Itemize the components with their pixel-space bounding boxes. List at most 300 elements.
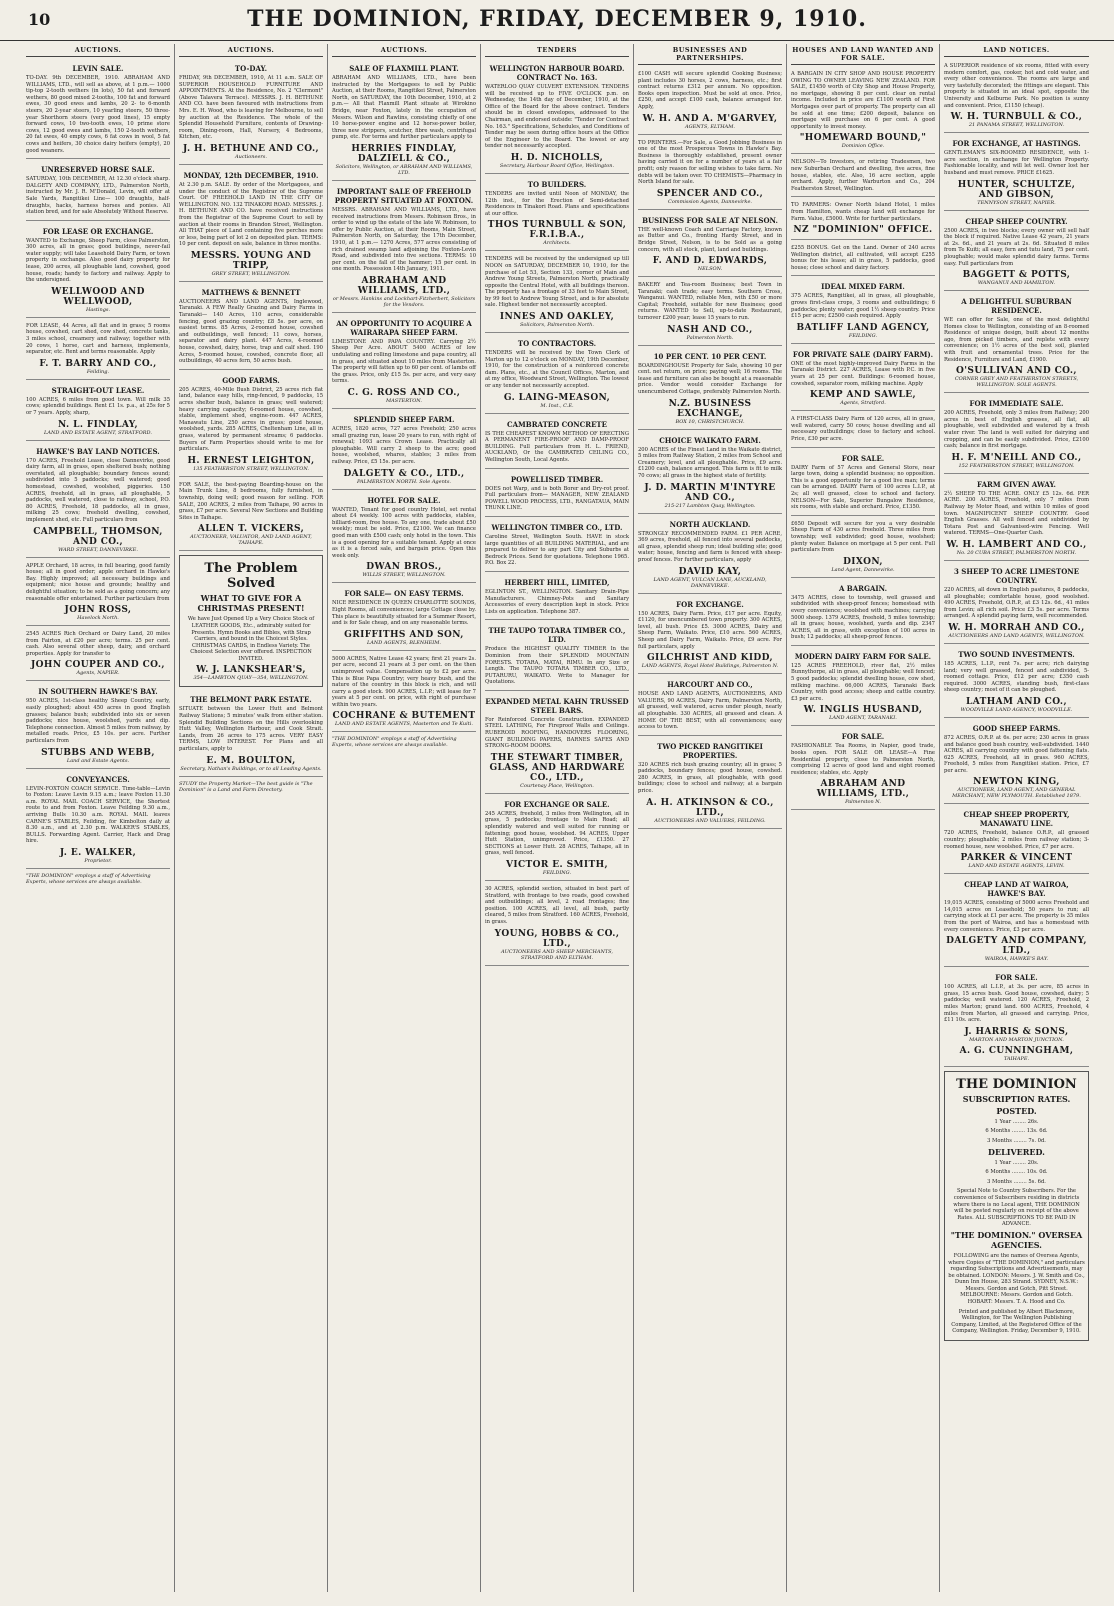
display-ad-subtitle: WHAT TO GIVE FOR A CHRISTMAS PRESENT! bbox=[197, 593, 305, 614]
classified-ad bbox=[791, 518, 935, 578]
ad-agent-address: 21 PANAMA STREET, WELLINGTON. bbox=[968, 122, 1065, 129]
ad-agent: DAVID KAY, bbox=[678, 566, 742, 577]
ad-column bbox=[634, 44, 787, 1592]
ad-heading: IN SOUTHERN HAWKE'S BAY. bbox=[38, 687, 158, 697]
ad-column bbox=[787, 44, 940, 1592]
ad-agent: JOHN ROSS, bbox=[64, 605, 132, 616]
ad-body: DAIRY Farm of 57 Acres and General Store, near large town, doing a splendid business; no opposition. This is a good opportunity for a good live man; terms can be arranged. DAIRY Farm of 100 acres L.I.P., at 2s; all well grassed, close to school and factory. NELSON—For Sale, Superior Bungalow Residence, six rooms, with stable and orchard. Price, £1350. bbox=[791, 464, 935, 511]
ad-agent: HUNTER, SCHULTZE, AND GIBSON, bbox=[957, 179, 1076, 200]
classified-ad bbox=[944, 806, 1089, 874]
ad-agent: H. ERNEST LEIGHTON, bbox=[187, 455, 315, 466]
ad-agent: PARKER & VINCENT bbox=[960, 853, 1073, 864]
ad-body: TO FARMERS: Owner North Island Hotel, 1 miles from Hamilton, wants cheap land will exchange for Farm. Value, £5000. Write for further particulars. bbox=[791, 202, 935, 222]
ad-agent: H. D. NICHOLLS, bbox=[510, 152, 604, 163]
ad-agent: GRIFFITHS AND SON, bbox=[344, 629, 464, 640]
classified-ad bbox=[179, 479, 323, 552]
ad-heading: 10 PER CENT. 10 PER CENT. bbox=[653, 351, 767, 361]
ad-agent-address: Proprietor. bbox=[84, 857, 112, 864]
newspaper-title: THE DOMINION, FRIDAY, DECEMBER 9, 1910. bbox=[247, 6, 867, 32]
classified-ad bbox=[485, 622, 629, 691]
ad-agent: N. L. FINDLAY, bbox=[57, 419, 138, 430]
rate-line: 1 Year ........ 26s. bbox=[994, 1118, 1039, 1125]
ad-columns bbox=[22, 44, 1098, 1592]
ad-body: DOES not Warp, and is both Borer and Dry-rot proof. Full particulars from— MANAGER, NEW ZEALAND POWELL WOOD PROCESS, LTD., RANGATAUA, MAIN TRUNK LINE. bbox=[485, 485, 629, 512]
ad-agent-address: Commission Agents, Dannevirke. bbox=[668, 198, 752, 205]
ad-body: APPLE Orchard, 18 acres, in full bearing, good family house; all in good order; apple orchard in Hawke's Bay. Highly improved; all necessary buildings and equipment; nice house and grounds; healthy and delightful situation; to be sold as a going concern; any reasonable offer entertained. Further particulars from bbox=[26, 562, 170, 602]
ad-agent-address: Hastings. bbox=[85, 306, 111, 313]
ad-agent-address: AUCTIONEERS AND VALUERS, FEILDING. bbox=[654, 817, 766, 824]
ad-agent: "HOMEWARD BOUND," bbox=[799, 133, 927, 144]
ad-agent: MESSRS. YOUNG AND TRIPP, bbox=[190, 250, 312, 271]
column-heading: LAND NOTICES. bbox=[944, 44, 1089, 57]
ad-agent-address: or Messrs. Hankins and Lockhart-Fitzherbert, Solicitors for the Vendors. bbox=[332, 295, 476, 308]
ad-agent: NEWTON KING, bbox=[973, 777, 1060, 788]
ad-heading: LEVIN SALE. bbox=[72, 64, 124, 73]
ad-heading: FOR SALE— ON EASY TERMS. bbox=[344, 589, 464, 599]
ad-agent: A. G. CUNNINGHAM, bbox=[959, 1045, 1074, 1056]
ad-agent-address: Havelock North. bbox=[77, 615, 119, 622]
ad-body: 170 ACRES, Freehold Lease, close Dannevirke, good dairy farm, all in grass, open sheltered bush; nothing overstated, all ploughable; boundary fences sound; subdivided into 5 paddocks; well watered; good homestead, cowshed, woolshed, piggeries. 150 ACRES, freehold, all in grass, all ploughable, 5 paddocks, well watered, close to railway, school, P.O. 80 ACRES, Freehold, 18 paddocks, all in grass, milking 25 cows; freehold dwelling, cowshed, implement shed, etc. Full particulars from bbox=[26, 457, 170, 523]
ad-body: 872 ACRES, O.R.P. at 6s. per acre; 230 acres in grass and balance good bush country, well-subdivided. 1440 ACRES, all carrying country with good fattening flats. 625 ACRES, Freehold, all in grass. 960 ACRES, Freehold, 5 miles from Rangitikei station. Price, £7 per acre. bbox=[944, 734, 1089, 774]
ad-heading: THE TAUPO TOTARA TIMBER CO., LTD. bbox=[488, 626, 626, 645]
classified-ad bbox=[638, 279, 782, 346]
ad-heading: A DELIGHTFUL SUBURBAN RESIDENCE. bbox=[961, 297, 1072, 316]
classified-ad bbox=[791, 68, 935, 154]
classified-ad bbox=[485, 471, 629, 517]
ad-agent-address: Agents, Stratford. bbox=[840, 400, 886, 407]
ad-agent-address: Land Agent, Dannevirke. bbox=[831, 566, 895, 573]
ad-heading: GOOD FARMS. bbox=[222, 375, 280, 385]
harris-ad bbox=[944, 969, 1089, 1067]
ad-agent-address: Solicitors, Palmerston North. bbox=[520, 322, 594, 329]
ad-heading: TWO SOUND INVESTMENTS. bbox=[958, 649, 1075, 659]
masthead bbox=[0, 0, 1114, 41]
ad-heading: FOR EXCHANGE, AT HASTINGS. bbox=[952, 139, 1081, 149]
ad-body: TO-DAY. 9th DECEMBER, 1910. ABRAHAM AND WILLIAMS, LTD., will sell as above, at 1 p.m.— 1000 tip-top 2-tooth wethers (in lots), 50 fat and forward wethers, 80 good mixed 2-tooths, 100 fat and forward ewes, 30 good ewes and lambs, 20 2- to 6-month steers, 20 2-year steers, 10 yearling steers, 50 three-year Shorthorn steers (very good lines), 15 empty forward cows, 10 two-tooth ewes, 10 prime store cows, 12 good ewes and lambs, 150 2-tooth wethers, 20 fat ewes, 40 empty cows, 6 fat cows in wool, 5 fat cows and heifers, 30 choice dairy heifers (empty), 20 good weaners. bbox=[26, 75, 170, 154]
classified-ad bbox=[485, 574, 629, 620]
subscription-title: THE DOMINION bbox=[956, 1076, 1077, 1092]
ad-agent: J. D. MARTIN M'INTYRE AND CO., bbox=[644, 482, 776, 503]
classified-ad bbox=[791, 580, 935, 646]
ad-heading: GOOD SHEEP FARMS. bbox=[972, 723, 1061, 733]
classified-ad bbox=[944, 60, 1089, 133]
classified-ad bbox=[26, 60, 170, 159]
ad-agent-address: M. Inst., C.E. bbox=[540, 402, 574, 409]
ad-heading: STRAIGHT-OUT LEASE. bbox=[51, 385, 145, 395]
classified-ad bbox=[332, 653, 476, 733]
agencies-heading: "THE DOMINION." OVERSEA AGENCIES. bbox=[950, 1229, 1083, 1250]
classified-ad bbox=[332, 585, 476, 650]
ad-agent: ABRAHAM AND WILLIAMS, LTD., bbox=[357, 275, 451, 296]
ad-body: 2500 ACRES, in two blocks; every owner will sell half the block if required. Native Lease 42 years, 21 years at 2s. 6d., and 21 years at 2s. 6d. Situated 8 miles from Te Kuiti; all easy, fern and tutu land, 75 per cent. ploughable; would make splendid dairy farms. Terms easy. Full particulars from bbox=[944, 227, 1089, 267]
ad-heading: NORTH AUCKLAND. bbox=[669, 519, 751, 529]
ad-body: IS THE CHEAPEST KNOWN METHOD OF ERECTING A PERMANENT FIRE-PROOF AND DAMP-PROOF BUILDING. Full particulars from H. L. FRIEND, AUCKLAND, Or the CAMBRATED CEILING CO., Wellington South, Local Agents. bbox=[485, 430, 629, 463]
ad-agent-address: Auctioneers. bbox=[235, 153, 267, 160]
ad-heading: TO CONTRACTORS. bbox=[517, 339, 597, 349]
classified-ad bbox=[791, 199, 935, 240]
ad-body: 30 ACRES, splendid section, situated in best part of Stratford, with frontage to two roads, good cowshed and outbuildings; all level, 2 road frontages; fine position. 100 ACRES, all level, all bush, partly cleared, 5 miles from Stratford. 160 ACRES, Freehold, in grass. bbox=[485, 886, 629, 925]
ad-agent: ALLEN T. VICKERS, bbox=[197, 524, 305, 535]
classified-ad bbox=[944, 293, 1089, 393]
classified-ad bbox=[26, 560, 170, 627]
ad-heading: THE BELMONT PARK ESTATE. bbox=[190, 695, 312, 705]
column-heading: AUCTIONS. bbox=[26, 44, 170, 57]
ad-body: Produce the HIGHEST QUALITY TIMBER In the Dominion from their SPLENDID MOUNTAIN FORESTS. TOTARA, MATAI, RIMU. In any Size or Length. The TAUPO TOTARA TIMBER CO., LTD., PUTARURU, WAIKATO. Write to Manager for Quotations. bbox=[485, 646, 629, 686]
ad-agent: YOUNG, HOBBS & CO., LTD., bbox=[494, 928, 620, 949]
ad-body: NELSON—To Investors, or retiring Tradesmen, two new Suburban Orchard and dwelling, five acres, fine house, stables, etc. Also, 16 acre section, apple orchard. Apply, further Warburton and Co., 204 Featherston Street, Wellington. bbox=[791, 159, 935, 192]
ad-agent: O'SULLIVAN AND CO., bbox=[956, 366, 1077, 377]
classified-ad bbox=[791, 450, 935, 516]
classified-ad bbox=[944, 213, 1089, 292]
ad-heading: A BARGAIN. bbox=[838, 583, 888, 593]
classified-ad bbox=[26, 771, 170, 869]
classified-ad bbox=[179, 284, 323, 370]
classified-ad bbox=[791, 413, 935, 447]
ad-heading: FOR PRIVATE SALE (DAIRY FARM). bbox=[792, 349, 934, 359]
rate-line: 6 Months ........ 13s. 6d. bbox=[985, 1128, 1048, 1135]
subscription-rates-box bbox=[944, 1071, 1089, 1341]
classified-ad bbox=[179, 167, 323, 282]
ad-body: 220 ACRES, all down in English pastures, 8 paddocks, all ploughable; comfortable house, good woolshed. 490 ACRES, Freehold, O.R.P., at £3 12s. 6d., 41 miles from Levin; all rich soil. Price £3 5s. per acre. Terms arranged. A splendid paying farm, well recommended. bbox=[944, 586, 1089, 620]
classified-ad bbox=[638, 738, 782, 829]
ad-agent-address: MARTON AND MARTON JUNCTION. bbox=[969, 1036, 1064, 1043]
ad-agent: JOHN COUPER AND CO., bbox=[31, 660, 165, 671]
ad-agent: G. LAING-MEASON, bbox=[503, 392, 611, 403]
ad-body: £255 BONUS. Get on the Land. Owner of 240 acres Wellington district, all cultivated, will accept £255 bonus for his lease; all in grass, 5 paddocks, good house; close school and dairy factory. bbox=[791, 245, 935, 271]
ad-agent-address: WAIROA, HAWKE'S BAY. bbox=[984, 956, 1049, 963]
ad-agent-address: Land and Estate Agents. bbox=[66, 757, 130, 764]
ad-body: 720 ACRES, Freehold, balance O.R.P., all grassed country; ploughable; 2 miles from railway station; 3-roomed house, new woolshed. Price, £7 per acre. bbox=[944, 830, 1089, 850]
ad-heading: FOR SALE. bbox=[995, 973, 1038, 983]
classified-ad bbox=[638, 516, 782, 594]
ad-heading: CONVEYANCES. bbox=[66, 774, 130, 784]
ad-agent-address: NELSON. bbox=[697, 266, 723, 273]
classified-ad bbox=[791, 648, 935, 727]
classified-ad bbox=[485, 883, 629, 966]
ad-column bbox=[22, 44, 175, 1592]
ad-heading: TWO PICKED RANGITIKEI PROPERTIES. bbox=[657, 741, 763, 760]
ad-heading: BUSINESS FOR SALE AT NELSON. bbox=[642, 215, 778, 225]
ad-body: TENDERS are invited until Noon of MONDAY, the 12th inst., for the Erection of Semi-detached Residences in Tinakori Road. Plans and specifications at our office. bbox=[485, 190, 629, 217]
ad-heading: SPLENDID SHEEP FARM. bbox=[353, 415, 455, 425]
ad-heading: EXPANDED METAL KAHN TRUSSED STEEL BARS. bbox=[485, 696, 629, 715]
ad-heading: MATTHEWS & BENNETT bbox=[201, 287, 301, 297]
classified-ad bbox=[485, 796, 629, 881]
classified-ad bbox=[944, 395, 1089, 474]
classified-ad bbox=[179, 691, 323, 776]
ad-agent: N.Z. BUSINESS EXCHANGE, bbox=[668, 398, 752, 419]
ad-body: 245 ACRES, freehold, 3 miles from Wellington, all in grass, 5 paddocks; frontage to Main Road; all splendidly watered and well suited for running or fattening; good house, woolshed. 94 ACRES, Upper Hutt Station, unimproved. Price, £1350. 27 SECTIONS at Lower Hutt. 28 ACRES, Taihape, all in grass, well fenced. bbox=[485, 810, 629, 857]
classified-ad bbox=[26, 161, 170, 221]
ad-body: FOR SALE, the best-paying Boarding-house on the Main Trunk Line, 8 bedrooms, fully furnished, in township, doing well; good reason for selling. FOR SALE, 200 ACRES, 2 miles from Taihape, 90 acres in grass, £7 per acre. Several New Sections and Building Sites in Taihape. bbox=[179, 481, 323, 521]
display-ad-body: We have Just Opened Up a Very Choice Stock of LEATHER GOODS, Etc., admirably suited for Presents. Hymn Books and Bibles, with Strap Carriers, and bound in the Choicest Styles. CHRISTMAS CARDS, in Endless Variety. The Choicest Selection ever offered. INSPECTION INVITED. bbox=[187, 616, 315, 662]
ad-agent-address: MASTERTON. bbox=[386, 398, 422, 405]
ad-body: 320 ACRES rich bush grazing country; all in grass; 5 paddocks, boundary fences; good house, cowshed. 280 ACRES, in grass, all ploughable, with good buildings; close to school and railway; at a bargain price. bbox=[638, 761, 782, 795]
ad-body: 2545 ACRES Rich Orchard or Dairy Land, 20 miles from Fairton, at £20 per acre; terms. 25 per cent. cash. Also several other sheep, dairy, and orchard properties. Apply for transfer to bbox=[26, 631, 170, 657]
ad-body: 200 ACRES, Freehold, only 3 miles from Railway; 200 acres in best of English grasses, all flat, all ploughable, well subdivided and watered by a fresh water river. The land is well suited for dairying and cropping, and can be easily subdivided. Price, £2100 cash; balance in first mortgage. bbox=[944, 410, 1089, 450]
display-ad-title: The Problem Solved bbox=[204, 561, 298, 592]
ad-heading: WELLINGTON HARBOUR BOARD. CONTRACT No. 163. bbox=[489, 64, 625, 82]
ad-body: LIMESTONE AND PAPA COUNTRY. Carrying 2½ Sheep Per Acre. ABOUT 5400 ACRES of low undulating and rolling limestone and papa country, all in grass, and situated about 10 miles from Masterton. The property will fatten up to 60 per cent. of lambs off the grass. Price, only £15 5s. per acre, and very easy terms. bbox=[332, 338, 476, 385]
ad-heading: HERBERT HILL, LIMITED, bbox=[504, 577, 610, 587]
ad-agent-address: Secretary, Harbour Board Office, Wellington. bbox=[499, 162, 615, 169]
ad-agent: ABRAHAM AND WILLIAMS, LTD., bbox=[816, 779, 910, 800]
ad-body: FRIDAY, 9th DECEMBER, 1910, At 11 a.m. SALE OF SUPERIOR HOUSEHOLD FURNITURE AND APPOINTMENTS. At the Residence, No. 2 "Clermont" (Above Talavera Terrace). MESSRS. J. H. BETHUNE AND CO. have been favoured with instructions from Mrs. E. H. Wood, who is leaving for Melbourne, to sell by auction at the Residence. The whole of the Splendid Household Furniture, contents of Drawing-room, Dining-room, Hall, Nursery, 4 Bedrooms, Kitchen, etc. bbox=[179, 75, 323, 141]
ad-heading: POWELLISED TIMBER. bbox=[510, 474, 604, 484]
ad-agent: BATLIFF LAND AGENCY, bbox=[796, 322, 930, 333]
ad-agent: DALGETY AND COMPANY, LTD., bbox=[946, 936, 1087, 957]
ad-agent: INNES AND OAKLEY, bbox=[499, 312, 615, 323]
ad-body: SITUATE between the Lower Hutt and Belmont Railway Stations; 5 minutes' walk from either station. Splendid Building Sections on the Hills overlooking Hutt Valley, Wellington Harbour, and Cook Strait. Lands, from 26 acres to 175 acres. VERY EASY TERMS, LOW INTEREST. For Plans and all particulars, apply to bbox=[179, 706, 323, 753]
ad-body: HOUSE AND LAND AGENTS, AUCTIONEERS, AND VALUERS, 90 ACRES, Dairy Farm, Palmerston North, all grassed, well watered, acres under plough, nearly all ploughable. 330 ACRES, all grassed and clean. A HOME OF THE BEST, with all conveniences; easy access to town. bbox=[638, 691, 782, 731]
ad-agent-address: LAND AND ESTATE AGENTS, Masterton and Te Kuiti. bbox=[335, 721, 473, 728]
ad-body: FOR LEASE, 44 Acres, all flat and in grass; 5 rooms house, cowshed, cart shed, cow shed, concrete tanks, 3 miles school, creamery and railway; together with 20 cows, 1 horse, cart and harness, implements, separator, etc. Rent and terms reasonable. Apply bbox=[26, 322, 170, 356]
classified-ad bbox=[944, 646, 1089, 718]
ad-body: TENDERS will be received by the undersigned up till NOON on SATURDAY, DECEMBER 10, 1910, for the purchase of Lot 53, Section 133, corner of Main and Andrew Young Streets, Palmerston North, practically opposite the Central Hotel, with all buildings thereon. The property has a frontage of 33 feet to Main Street, by 99 feet to Andrew Young Street, and is for absolute sale. Highest tender not necessarily accepted. bbox=[485, 256, 629, 309]
ad-agent: HERRIES FINDLAY, DALZIELL & CO., bbox=[351, 143, 457, 164]
classified-ad bbox=[944, 135, 1089, 210]
ad-body: WANTED, Tenant for good country Hotel, set rental about £4 weekly. 100 acres with paddocks, stables, billiard-room, free house. To any one, trade about £50 weekly; must be sold. Price, £2100. We can finance good man with £500 cash; only hotel in the town. This is a good opening for a suitable tenant. Apply at once as it is a forced sale, and bargain price. Open this week only. bbox=[332, 506, 476, 559]
ad-heading: CHEAP SHEEP PROPERTY, MANAWATU LINE. bbox=[963, 810, 1070, 829]
ad-heading: HARCOURT AND CO., bbox=[667, 680, 753, 690]
ad-agent-address: PALMERSTON NORTH. Sole Agents. bbox=[357, 478, 451, 485]
classified-ad bbox=[332, 492, 476, 584]
ad-body: Caroline Street, Wellington South. HAVE in stock large quantities of all BUILDING MATERIAL, and are prepared to deliver to any part City and Suburbs at Bedrock Prices. Send for quotations. Telephone 1965. P.O. Box 22. bbox=[485, 533, 629, 567]
ad-body: A SUPERIOR residence of six rooms, fitted with every modern comfort, gas, cooker, hot and cold water, and every other convenience. The rooms are large and very tastefully decorated; the fittings are elegant. This property is situated in an ideal spot, opposite the University and Kelburne Park. No position is sunny and convenient. Price, £1150 (cheap). bbox=[944, 63, 1089, 109]
ad-body: 150 ACRES, Dairy Farm. Price, £17 per acre. Equity, £1120, for unencumbered town property. 300 ACRES, level, all bush. Price £5. 3000 ACRES, Dairy and Sheep Farm, Waikato. Price, £10 acre. 560 ACRES, Sheep and Dairy Farm, Waikato. Price, £9 acre. For full particulars, apply bbox=[638, 610, 782, 650]
ad-heading: HOTEL FOR SALE. bbox=[367, 495, 441, 505]
ad-body: ACRES, 1820 acres, 727 acres Freehold; 250 acres small grazing run, lease 20 years to run, with right of renewal; 1093 acres Crown Lease. Practically all ploughable. Will carry 2 sheep to the acre; good house, woolshed, whares, stables; 3 miles from railway. Price, £5 15s. per acre. bbox=[332, 426, 476, 465]
ad-agent: COCHRANE & BUTEMENT bbox=[332, 711, 476, 722]
ad-agent-address: AUCTIONEERS AND LAND AGENTS, WELLINGTON. bbox=[948, 632, 1085, 639]
ad-agent-address: Agents, NAPIER. bbox=[76, 670, 120, 677]
ad-agent: J. H. BETHUNE AND CO., bbox=[182, 143, 320, 154]
column-footer-note: "THE DOMINION" employs a staff of Advertising Experts, whose services are always available. bbox=[26, 872, 151, 885]
ad-agent-address: WILLIS STREET, WELLINGTON. bbox=[362, 572, 446, 579]
display-ad-advertiser: W. J. LANKSHEAR'S, bbox=[196, 665, 306, 676]
ad-body: BOARDINGHOUSE Property for Sale, showing 10 per cent. net return, on price; paying well; 16 rooms. The lease and furniture can also be bought at a reasonable price. Vendor would consider Exchange for unencumbered Cottage, preferably Palmerston North. bbox=[638, 362, 782, 396]
ad-column bbox=[940, 44, 1093, 1592]
ad-body: TO PRINTERS.—For Sale, a Good Jobbing Business in one of the most Prosperous Towns in Hawke's Bay. Business is thoroughly established, present owner having carried it on for a number of years at a fair profit; only reason for selling wishes to take farm. No debts will be taken over. TO CHEMISTS—Pharmacy in North Island for sale. bbox=[638, 139, 782, 186]
ad-agent-address: Palmerston North. bbox=[686, 334, 734, 341]
delivered-label: DELIVERED. bbox=[988, 1146, 1045, 1157]
ad-heading: IDEAL MIXED FARM. bbox=[821, 282, 905, 292]
ad-heading: MODERN DAIRY FARM FOR SALE. bbox=[794, 651, 932, 661]
classified-ad bbox=[332, 60, 476, 181]
ad-body: EGLINTON ST., WELLINGTON. Sanitary Drain-Pipe Manufacturers. Chimney-Pots and Sanitary Accessories of every description kept in stock. Price Lists on application. Telephone 387. bbox=[485, 588, 629, 615]
ad-agent-address: Palmerston N. bbox=[845, 799, 881, 806]
ad-body: ONE of the most highly-improved Dairy Farms in the Taranaki District. 227 ACRES, Lease with P.C. in five years at 25 per cent. Buildings: 6-roomed house, cowshed, separator room, milking machine. Apply bbox=[791, 360, 935, 387]
subscription-note: Special Note to Country Subscribers. For the convenience of Subscribers residing in districts where there is no Local agent, THE DOMINION will be posted regularly on receipt of the above Rates. ALL SUBSCRIPTIONS TO BE PAID IN ADVANCE. bbox=[953, 1188, 1080, 1228]
ad-agent: CAMPBELL, THOMSON, AND CO., bbox=[33, 526, 163, 547]
ad-body: WATERLOO QUAY CULVERT EXTENSION. TENDERS will be received up to FIVE O'CLOCK p.m. on Wednesday, the 14th day of December, 1910, at the Office of the Board for the above contract. Tenders should be in closed envelopes, addressed to the Chairman, and endorsed outside: "Tender for Contract No. 163." Specifications, Schedules, and Conditions of Tender may be seen during office hours at the Office of the Engineer to the Board. The lowest or any tender not necessarily accepted. bbox=[485, 84, 629, 150]
ad-agent: E. M. BOULTON, bbox=[206, 755, 296, 766]
ad-agent: THE STEWART TIMBER, GLASS, AND HARDWARE CO., LTD., bbox=[489, 752, 625, 783]
classified-ad bbox=[26, 443, 170, 558]
ad-column bbox=[481, 44, 634, 1592]
agencies-body: FOLLOWING are the names of Oversea Agents, where Copies of "THE DOMINION," and particulars regarding Subscriptions and Advertisements, may be obtained. LONDON: Messrs. J. W. Smith and Co., Dunn Inn House, 283 Strand. SYDNEY, N.S.W.: Messrs. Gordon and Gotch, Pitt Street. MELBOURNE: Messrs. Gordon and Gotch. HOBART: Messrs. T. A. Hood and Co. bbox=[948, 1252, 1085, 1306]
ad-heading: FOR SALE. bbox=[841, 453, 885, 463]
classified-ad bbox=[791, 156, 935, 197]
ad-agent-address: 135 FEATHERSTON STREET, WELLINGTON. bbox=[193, 465, 309, 472]
classified-ad bbox=[179, 60, 323, 165]
ad-agent-address: 152 FEATHERSTON STREET, WELLINGTON. bbox=[958, 462, 1075, 469]
ad-agent: GILCHRIST AND KIDD, bbox=[646, 653, 774, 664]
classified-ad bbox=[332, 183, 476, 313]
ad-agent: F. AND D. EDWARDS, bbox=[652, 256, 768, 267]
ad-agent: W. H. MORRAH AND CO., bbox=[948, 622, 1085, 633]
classified-ad bbox=[638, 212, 782, 277]
ad-agent-address: AUCTIONEER, VALUATOR, AND LAND AGENT, TAIHAPE. bbox=[190, 534, 312, 547]
ad-heading: CHOICE WAIKATO FARM. bbox=[659, 435, 761, 445]
ad-body: THE well-known Coach and Carriage Factory, known as Butter and Co., fronting Hardy Street, and in Bridge Street, Nelson, is to be Sold as a going concern, with all stock, plant, land and buildings. bbox=[638, 226, 782, 253]
ad-agent-address: CORNER GREY AND FEATHERSTON STREETS, WELLINGTON. SOLE AGENTS. bbox=[954, 376, 1079, 389]
ad-agent-address: WARD STREET, DANNEVIRKE. bbox=[58, 546, 138, 553]
ad-column bbox=[328, 44, 481, 1592]
ad-body: STRONGLY RECOMMENDED FARM. £1 PER ACRE, 369 acres, freehold, all fenced into several paddocks, all grass, splendid sheep run; ideal building site; good water; house, fencing and farm is fenced with sheep-proof fences. For further particulars, apply bbox=[638, 530, 782, 563]
imprint: Printed and published by Albert Blackmore, Wellington, for The Wellington Publishing Company, Limited, at the Registered Office of the Company, Wellington. Friday, December 9, 1910. bbox=[951, 1308, 1082, 1335]
ad-agent-address: LAND AND ESTATE AGENTS, LEVIN. bbox=[968, 863, 1065, 870]
ad-agent-address: AGENTS, ELTHAM. bbox=[685, 123, 735, 130]
ad-body: LEVIN-FOXTON COACH SERVICE. Time-table—Levin to Foxton: Leave Levin 9.15 a.m.; leave Foxton 11.30 a.m. ROYAL MAIL COACH SERVICE, the Shortest route to and from Foxton. Leave Feilding 9.30 a.m., arriving Bulls 10.30 a.m. ROYAL MAIL leaves CARNE'S STABLES, Feilding, for Kimbolton daily at 8.30 a.m., and at 2.30 p.m. WALKER'S STABLES, BULLS. Forwarding Agent. Carrier, Hack and Drag hire. bbox=[26, 785, 170, 845]
ad-agent: A. H. ATKINSON & CO., LTD., bbox=[646, 797, 774, 818]
ad-agent-address: GREY STREET, WELLINGTON. bbox=[211, 270, 291, 277]
ad-agent-address: LAND AGENTS, BLENHEIM. bbox=[366, 639, 441, 646]
classified-ad bbox=[26, 320, 170, 380]
column-heading: TENDERS bbox=[485, 44, 629, 57]
ad-heading: CHEAP LAND AT WAIROA, HAWKE'S BAY. bbox=[964, 880, 1069, 899]
ad-agent-address: LAND AGENTS, Royal Hotel Buildings, Palmerston N. bbox=[641, 663, 779, 670]
classified-ad bbox=[26, 683, 170, 768]
classified-ad bbox=[944, 563, 1089, 644]
column-heading: AUCTIONS. bbox=[332, 44, 476, 57]
ad-body: £650 Deposit will secure for you a very desirable Sheep Farm of 430 acres freehold. Three miles from township; well subdivided; good house, woolshed; plenty water. Balance on mortgage at 5 per cent. Full particulars from bbox=[791, 520, 935, 554]
ad-body: A FIRST-CLASS Dairy Farm of 120 acres, all in grass, well watered, carry 50 cows; house dwelling and all necessary outbuildings; close to factory and school. Price, £30 per acre. bbox=[791, 416, 935, 442]
ad-heading: CAMBRATED CONCRETE bbox=[507, 419, 607, 429]
ad-body: FASHIONABLE Tea Rooms, in Napier, good trade, books open. FOR SALE OR LEASE—A Fine Residential property, close to Palmerston North, comprising 12 acres of good land and eight roomed residence; stables, etc. Apply bbox=[791, 743, 935, 776]
classified-ad bbox=[638, 137, 782, 210]
classified-ad bbox=[638, 596, 782, 675]
ad-agent: DALGETY & CO., LTD., bbox=[343, 468, 465, 479]
ad-heading: WELLINGTON TIMBER CO., LTD. bbox=[491, 522, 623, 532]
ad-agent-address: LAND AGENT, VULCAN LANE, AUCKLAND, DANNEVIRKE. bbox=[653, 576, 767, 589]
page-number: 10 bbox=[28, 10, 51, 29]
classified-ad bbox=[485, 693, 629, 794]
ad-agent-address: TENNYSON STREET, NAPIER. bbox=[977, 199, 1056, 206]
ad-body: 125 ACRES FREEHOLD, river flat, 2½ miles Bunnythorpe, all in grass, all ploughable; well fenced; 5 good paddocks; splendid dwelling house, cow shed, milking machine. 66,000 ACRES, Taranaki Back Country, with good access; sheep and cattle country. £3 per acre. bbox=[791, 662, 935, 702]
posted-label: POSTED. bbox=[996, 1105, 1037, 1116]
ad-agent: STUBBS AND WEBB, bbox=[41, 747, 155, 758]
ad-agent-address: AUCTIONEERS AND SHEEP MERCHANTS, STRATFORD AND ELTHAM. bbox=[500, 948, 613, 961]
ad-agent: DIXON, bbox=[843, 556, 883, 567]
ad-agent: J. HARRIS & SONS, bbox=[964, 1026, 1069, 1037]
ad-body: BAKERY and Tea-room Business; best Town in Taranaki; cash trade; easy terms. Southern Cross, Wanganui. WANTED, reliable Men, with £50 or more Capital; Freehold, suitable for new Business; good returns. WANTED to Sell, up-to-date Restaurant, turnover £200 year; lease 15 years to run. bbox=[638, 282, 782, 322]
classified-ad bbox=[332, 411, 476, 490]
classified-ad bbox=[944, 876, 1089, 967]
ad-heading: TO BUILDERS. bbox=[527, 179, 587, 189]
rate-line: 1 Year ........ 20s. bbox=[994, 1159, 1039, 1166]
ad-agent-address: FEILDING. bbox=[848, 332, 878, 339]
ad-agent: W. H. AND A. M'GARVEY, bbox=[642, 113, 778, 124]
classified-ad bbox=[944, 476, 1089, 561]
ad-body: 100 ACRES, 6 miles from good town. Will milk 35 cows; splendid buildings. Rent £1 1s. p.a., at 25s for 5 or 7 years. Apply, sharp, bbox=[26, 396, 170, 416]
classified-ad bbox=[179, 372, 323, 477]
ad-heading: MONDAY, 12th DECEMBER, 1910. bbox=[183, 170, 319, 180]
ad-heading: FOR EXCHANGE. bbox=[676, 599, 744, 609]
ad-agent: VICTOR E. SMITH, bbox=[505, 860, 609, 870]
ad-agent-address: WOODVILLE LAND AGENCY, WOODVILLE. bbox=[960, 706, 1073, 713]
ad-heading: FOR EXCHANGE OR SALE. bbox=[504, 799, 610, 809]
ad-agent: DWAN BROS., bbox=[366, 562, 442, 573]
ad-agent-address: No. 20 CUBA STREET, PALMERSTON NORTH. bbox=[956, 549, 1077, 556]
ad-body: 185 ACRES, L.I.P., rent 7s. per acre; rich dairying land; very well grassed, fenced and subdivided, 5-roomed cottage. Price, £12 per acre; £350 cash required. 3000 ACRES, standing bush, first-class sheep country; most of it can be ploughed. bbox=[944, 660, 1089, 694]
ad-heading: TO-DAY. bbox=[234, 64, 268, 73]
ad-body: NICE RESIDENCE IN QUEEN CHARLOTTE SOUNDS, Eight Rooms, all conveniences; large Cottage close by. This place is beautifully situated for a Summer Resort, and is for Sale cheap, and on any reasonable terms. bbox=[332, 600, 476, 627]
ad-body: WANTED to Exchange, Sheep Farm, close Palmerston, 300 acres, all in grass; good buildings, never-fail water supply; will take Leasehold Dairy Farm, or town property in exchange. Also good dairy property for lease, 200 acres, all ploughable land, cowshed, good house, roads; handy to factory and railway. Apply to the undersigned. bbox=[26, 237, 170, 284]
ad-agent-address: 215-217 Lambton Quay, Wellington. bbox=[664, 502, 756, 509]
classified-ad bbox=[791, 242, 935, 276]
ad-body: 100 ACRES, all L.I.P., at 3s. per acre, 85 acres in grass, 15 acres bush. Good house, cowshed, dairy; 5 paddocks; well watered. 120 ACRES, Freehold, 2 miles Marton; grand land. 600 ACRES, Freehold, 4 miles from Marton, all grassed and carrying. Price, £11 10s. acre. bbox=[944, 984, 1089, 1024]
ad-agent: KEMP AND SAWLE, bbox=[809, 390, 917, 401]
column-heading: BUSINESSES AND PARTNERSHIPS. bbox=[638, 44, 782, 65]
column-heading: AUCTIONS. bbox=[179, 44, 323, 57]
ad-body: 950 ACRES, 1st-class healthy Sheep Country, early, easily ploughed; about 450 acres in good English grasses; balance bush; subdivided into six or seven paddocks; nice house, woolshed, yards and dip. Telephone connection. Almost 5 miles from railway, by metalled roads. Price, £5 10s. per acre. Further particulars from bbox=[26, 698, 170, 745]
ad-agent: BAGGETT & POTTS, bbox=[962, 270, 1071, 281]
ad-body: 205 ACRES, 40-Mile Bush District, 25 acres rich flat land, balance easy hills, ring-fenced, 9 paddocks, 15 acres shelter bush, balance in grass; well watered; heavy carrying capacity; 6-roomed house, cowshed, stable, implement shed, engine-room. 447 ACRES, Manawatu Line, 250 acres in grass; good house, woolshed, yards. 285 ACRES, Cheltenham Line, all in grass, watered by permanent streams; 6 paddocks. Buyers of Farm Properties should write to me for particulars. bbox=[179, 386, 323, 453]
ad-agent-address: TAIHAPE. bbox=[1003, 1055, 1030, 1062]
ad-agent: W. H. TURNBULL & CO., bbox=[950, 112, 1083, 123]
ad-agent: W. H. LAMBERT AND CO., bbox=[946, 539, 1087, 550]
classified-ad bbox=[485, 519, 629, 572]
ad-agent: H. F. M'NEILL AND CO., bbox=[951, 452, 1082, 463]
classified-ad bbox=[332, 315, 476, 409]
rate-line: 3 Months ........ 7s. 0d. bbox=[987, 1137, 1046, 1144]
ad-agent: WELLWOOD AND WELLWOOD, bbox=[51, 286, 145, 307]
rate-line: 3 Months ........ 5s. 6d. bbox=[987, 1178, 1046, 1185]
ad-agent-address: LAND AND ESTATE AGENT, STRATFORD. bbox=[44, 429, 152, 436]
ad-agent-address: Solicitors, Wellington, or ABRAHAM AND WILLIAMS, LTD. bbox=[335, 163, 473, 176]
ad-heading: FOR SALE. bbox=[841, 732, 885, 742]
ad-body: 2½ SHEEP TO THE ACRE. ONLY £5 12s. 6d. PER ACRE. 200 ACRES, Freehold, only 7 miles from Railway by Motor Road, and within 10 miles of good town. MAGNIFICENT SHEEP COUNTRY. Good English Grasses. All well fenced and subdivided by Totara Post and Galvanised-wire Fencing. Well watered. TERMS—One-Quarter Cash. bbox=[944, 490, 1089, 537]
classified-ad bbox=[638, 348, 782, 430]
ad-agent: J. E. WALKER, bbox=[59, 847, 137, 858]
ad-agent: F. T. BARRY AND CO., bbox=[39, 358, 157, 369]
ad-agent: W. INGLIS HUSBAND, bbox=[803, 705, 923, 716]
classified-ad bbox=[485, 335, 629, 414]
ad-body: For Reinforced Concrete Construction. EXPANDED STEEL LATHING, For Fireproof Walls and Ceilings. RUBEROID ROOFING, HANDOVERS FLOORING, GIANT BUILDING PAPERS, BARNES SAFES AND STRONG-ROOM DOORS. bbox=[485, 716, 629, 750]
ad-body: WE can offer for Sale, one of the most delightful Homes close to Wellington, consisting of an 8-roomed Residence of unique design, built about 12 months ago, from picked timbers, and replete with every convenience; on 1½ acres of the best soil, planted with fruit and ornamental trees. Price for the Residence, Furniture and Land, £1900. bbox=[944, 317, 1089, 363]
ad-body: ABRAHAM AND WILLIAMS, LTD., have been instructed by the Mortgagees to sell by Public Auction, at their Rooms, Rangitikei Street, Palmerston North, on SATURDAY, the 10th December, 1910, at 2 p.m.— All that Flaxmill Plant situate at Wirokino Bridge, near Foxton, lately in the occupation of Messrs. Wilson and Rawlins, consisting chiefly of one 10 horse-power engine and 12 horse-power boiler, three new strippers, scutcher, fibre wash, centrifugal pump, etc. For terms and further particulars apply to bbox=[332, 75, 476, 141]
ad-body: 3475 ACRES, close to township, well grassed and subdivided with sheep-proof fences; homestead with every convenience; woolshed with machines; carrying 5000 sheep. 1379 ACRES, freehold, 5 miles township; all in grass; house, woolshed, yards and dip. 2347 ACRES, all in grass, with exception of 100 acres in bush; 12 paddocks; all sheep-proof fences. bbox=[791, 594, 935, 641]
ad-agent-address: Secretary, Nathan's Buildings, or to all Leading Agents. bbox=[180, 765, 322, 772]
ad-agent: LATHAM AND CO., bbox=[966, 696, 1067, 707]
ad-column bbox=[175, 44, 328, 1592]
ad-agent: THOS TURNBULL & SON, F.R.I.B.A., bbox=[487, 220, 627, 241]
ad-body: 375 ACRES, Rangitikei, all in grass, all ploughable, grows first-class crops, 3 rooms and outbuildings; 6 paddocks; plenty water; good 1½ sheep country. Price £15 per acre; £2500 cash required. Apply bbox=[791, 293, 935, 320]
ad-heading: FARM GIVEN AWAY. bbox=[977, 479, 1056, 489]
column-footer-note: STUDY the Property Market—The best guide is "The Dominion" is a Land and Farm Directory. bbox=[179, 780, 313, 793]
ad-agent-address: BOX 10, CHRISTCHURCH. bbox=[675, 418, 745, 425]
ad-agent-address: AUCTIONEER, LAND AGENT, AND GENERAL MERCHANT, NEW PLYMOUTH. Established 1879. bbox=[952, 787, 1081, 800]
ad-body: AUCTIONEERS AND LAND AGENTS, Inglewood, Taranaki. A FEW Really Grazing and Dairy Farms in Taranaki— 140 Acres, 110 acres, considerable fencing, good grazing country; £8 5s. per acre, on easiest terms. 85 Acres, 2-roomed house, cowshed and outbuildings, well fenced; 11 cows, horses, separator and dairy plant. 447 Acres, 4-roomed house, cowshed, dairy, horse, trap and calf shed. 190 Acres, 5-roomed house, cowshed, concrete floor, all outbuildings, 40 acres fern, 50 acres bush. bbox=[179, 298, 323, 365]
ad-agent-address: Feilding. bbox=[86, 368, 110, 375]
classified-ad bbox=[638, 68, 782, 135]
ad-heading: FOR IMMEDIATE SALE. bbox=[969, 399, 1064, 409]
classified-ad bbox=[26, 382, 170, 441]
ad-agent: NASH AND CO., bbox=[667, 324, 753, 335]
ad-body: 200 ACRES of the Finest Land in the Waikato district, 5 miles from Railway Station, 2 miles from School and Creamery; level, and all ploughable. Price, £9 acre. £1200 cash, balance arranged. This farm is fit to milk 70 cows; all grass in the highest state of fertility. bbox=[638, 446, 782, 479]
ad-agent: SPENCER AND CO., bbox=[656, 188, 764, 199]
